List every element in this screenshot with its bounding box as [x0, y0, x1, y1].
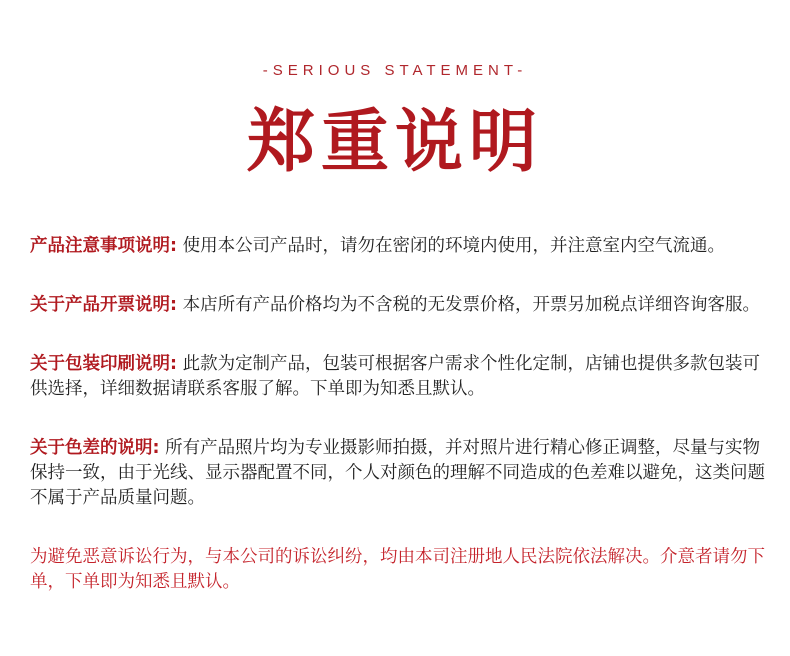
section-text: 所有产品照片均为专业摄影师拍摄，并对照片进行精心修正调整，尽量与实物保持一致，由于光线、显示器配置不同，个人对颜色的理解不同造成的色差难以避免，这类问题不属于产品质量问题。 — [30, 438, 765, 508]
section-label: 关于包装印刷说明: — [30, 354, 177, 374]
section-packaging — [30, 352, 770, 402]
subtitle: -SERIOUS STATEMENT- — [262, 62, 528, 79]
section-label: 产品注意事项说明: — [30, 236, 177, 256]
page-title: 郑重说明 — [246, 103, 543, 182]
legal-notice: 为避免恶意诉讼行为，与本公司的诉讼纠纷，均由本司注册地人民法院依法解决。介意者请勿下单，下单即为知悉且默认。 — [30, 547, 765, 592]
statement-body — [30, 234, 770, 595]
section-text: 此款为定制产品，包装可根据客户需求个性化定制，店铺也提供多款包装可供选择，详细数据请联系客服了解。下单即为知悉且默认。 — [30, 354, 761, 399]
section-text: 使用本公司产品时，请勿在密闭的环境内使用，并注意室内空气流通。 — [177, 236, 726, 256]
section-color-difference — [30, 436, 770, 511]
section-invoice — [30, 293, 770, 318]
section-label: 关于色差的说明: — [30, 438, 160, 458]
section-label: 关于产品开票说明: — [30, 295, 177, 315]
section-product-notice — [30, 234, 770, 259]
section-text: 本店所有产品价格均为不含税的无发票价格，开票另加税点详细咨询客服。 — [177, 295, 761, 315]
